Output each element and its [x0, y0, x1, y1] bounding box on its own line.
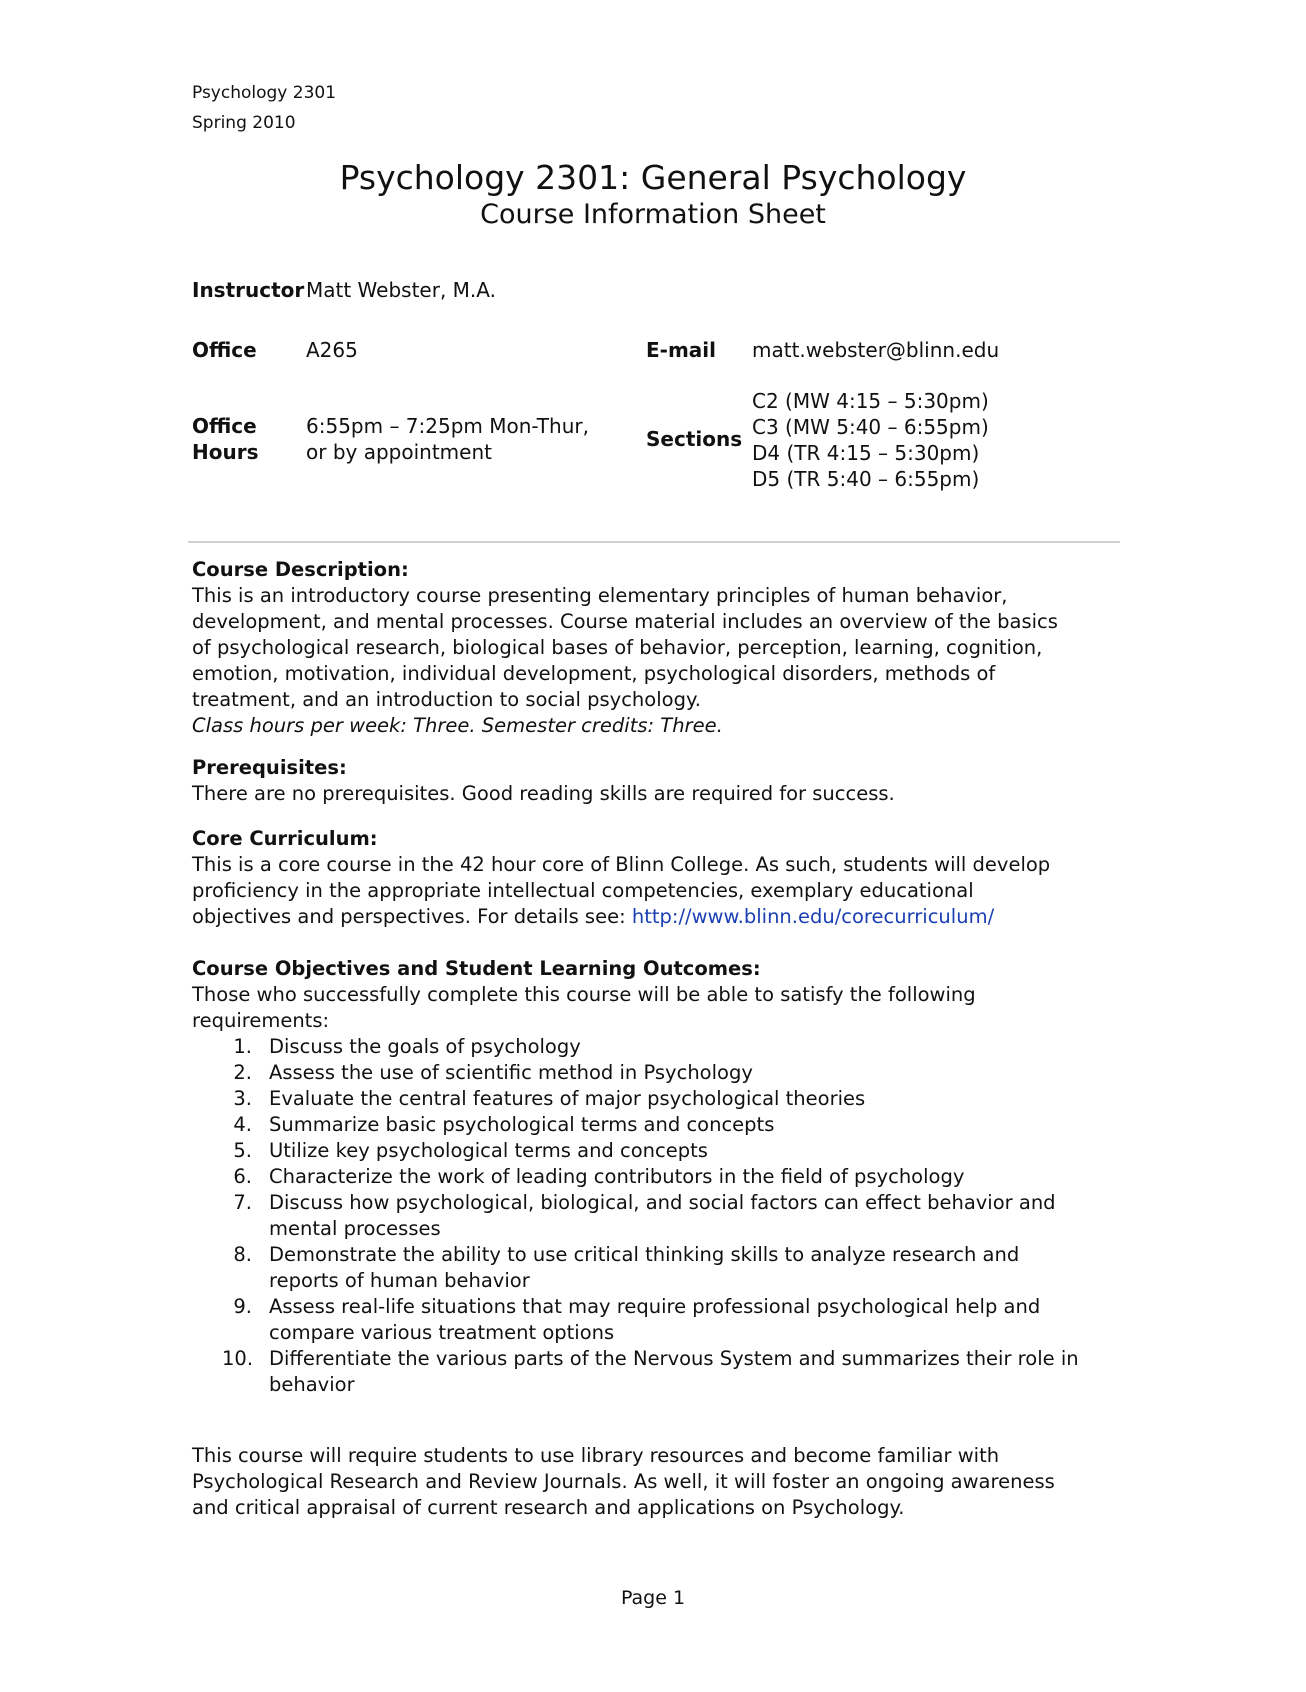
- list-item: [192, 1060, 1128, 1086]
- list-item: [192, 1138, 1128, 1164]
- list-item: [192, 1034, 1128, 1060]
- list-item: [192, 1190, 1128, 1242]
- office-label: Office: [192, 338, 257, 362]
- office-hours-label-line-2: Hours: [192, 440, 259, 464]
- list-item: [192, 1242, 1128, 1294]
- section-item: D4 (TR 4:15 – 5:30pm): [752, 441, 980, 465]
- list-item-text: Discuss the goals of psychology: [269, 1035, 581, 1058]
- prerequisites-text: There are no prerequisites. Good reading skills are required for success.: [192, 782, 895, 805]
- list-number: 7.: [233, 1191, 252, 1214]
- list-number: 4.: [233, 1113, 252, 1136]
- list-number: 10.: [222, 1347, 254, 1370]
- list-item: [192, 1112, 1128, 1138]
- office-hours-value: [306, 413, 589, 465]
- instructor-value: Matt Webster, M.A.: [306, 278, 496, 302]
- objectives-list: [192, 1034, 1128, 1398]
- closing-line: Psychological Research and Review Journals. As well, it will foster an ongoing awareness: [192, 1470, 1055, 1493]
- office-hours-line-1: 6:55pm – 7:25pm Mon-Thur,: [306, 414, 589, 438]
- sections-label: Sections: [646, 427, 743, 451]
- email-value: matt.webster@blinn.edu: [752, 338, 1000, 362]
- list-item-text: Assess the use of scientific method in Psychology: [269, 1061, 753, 1084]
- section-item: C3 (MW 5:40 – 6:55pm): [752, 415, 989, 439]
- list-item: [192, 1294, 1128, 1346]
- description-line: This is an introductory course presenting elementary principles of human behavior,: [192, 584, 1008, 607]
- credits-line: Class hours per week: Three. Semester credits: Three.: [192, 714, 723, 737]
- closing-paragraph: [192, 1443, 1128, 1521]
- list-number: 1.: [233, 1035, 252, 1058]
- list-number: 8.: [233, 1243, 252, 1266]
- core-line-last: [192, 904, 1128, 930]
- list-item-text: Characterize the work of leading contributors in the field of psychology: [269, 1165, 965, 1188]
- term: Spring 2010: [192, 113, 296, 133]
- page-number: Page 1: [620, 1587, 686, 1609]
- instructor-label: Instructor: [192, 278, 305, 302]
- office-value: A265: [306, 338, 358, 362]
- core-line: proficiency in the appropriate intellectual competencies, exemplary educational: [192, 879, 974, 902]
- description-line: treatment, and an introduction to social psychology.: [192, 688, 701, 711]
- closing-line: and critical appraisal of current research and applications on Psychology.: [192, 1496, 905, 1519]
- list-item-text: Discuss how psychological, biological, and social factors can effect behavior and: [269, 1191, 1056, 1214]
- section-item: D5 (TR 5:40 – 6:55pm): [752, 467, 980, 491]
- list-item: [192, 1164, 1128, 1190]
- page-header-corner: [192, 78, 336, 138]
- core-curriculum: [192, 826, 1128, 930]
- closing-line: This course will require students to use library resources and become familiar with: [192, 1444, 1000, 1467]
- list-item-text: mental processes: [269, 1217, 441, 1240]
- document-subtitle: Course Information Sheet: [480, 199, 826, 230]
- list-item: [192, 1346, 1128, 1398]
- list-item-text: Summarize basic psychological terms and concepts: [269, 1113, 775, 1136]
- list-item: [192, 1086, 1128, 1112]
- list-item-text: reports of human behavior: [269, 1269, 530, 1292]
- list-item-text: Utilize key psychological terms and concepts: [269, 1139, 708, 1162]
- objectives-intro-line: requirements:: [192, 1009, 330, 1032]
- office-hours-line-2: or by appointment: [306, 440, 492, 464]
- objectives-intro-line: Those who successfully complete this course will be able to satisfy the following: [192, 983, 976, 1006]
- description-line: development, and mental processes. Course material includes an overview of the basics: [192, 610, 1058, 633]
- list-number: 5.: [233, 1139, 252, 1162]
- core-curriculum-link[interactable]: http://www.blinn.edu/corecurriculum/: [631, 905, 995, 928]
- list-item-text: compare various treatment options: [269, 1321, 615, 1344]
- sections-list: [752, 388, 989, 492]
- course-description-heading: Course Description:: [192, 558, 409, 581]
- list-number: 9.: [233, 1295, 252, 1318]
- prerequisites-heading: Prerequisites:: [192, 756, 347, 779]
- course-code: Psychology 2301: [192, 83, 337, 103]
- description-line: of psychological research, biological bases of behavior, perception, learning, cognition,: [192, 636, 1043, 659]
- core-line-text: objectives and perspectives. For details see:: [192, 905, 632, 928]
- list-item-text: Differentiate the various parts of the Nervous System and summarizes their role in: [269, 1347, 1079, 1370]
- section-divider: [188, 541, 1120, 543]
- email-label: E-mail: [646, 338, 717, 362]
- description-line: emotion, motivation, individual development, psychological disorders, methods of: [192, 662, 996, 685]
- prerequisites: [192, 755, 1128, 807]
- list-number: 2.: [233, 1061, 252, 1084]
- list-item-text: behavior: [269, 1373, 355, 1396]
- core-curriculum-heading: Core Curriculum:: [192, 827, 378, 850]
- section-item: C2 (MW 4:15 – 5:30pm): [752, 389, 989, 413]
- course-objectives: [192, 956, 1128, 1398]
- core-line: This is a core course in the 42 hour core of Blinn College. As such, students will develop: [192, 853, 1051, 876]
- document-title: Psychology 2301: General Psychology: [339, 158, 967, 197]
- list-item-text: Demonstrate the ability to use critical thinking skills to analyze research and: [269, 1243, 1020, 1266]
- objectives-heading: Course Objectives and Student Learning Outcomes:: [192, 957, 761, 980]
- list-item-text: Assess real-life situations that may require professional psychological help and: [269, 1295, 1041, 1318]
- course-description: [192, 557, 1128, 739]
- office-hours-label-line-1: Office: [192, 414, 257, 438]
- office-hours-label: [192, 413, 258, 465]
- list-number: 6.: [233, 1165, 252, 1188]
- list-number: 3.: [233, 1087, 252, 1110]
- list-item-text: Evaluate the central features of major psychological theories: [269, 1087, 866, 1110]
